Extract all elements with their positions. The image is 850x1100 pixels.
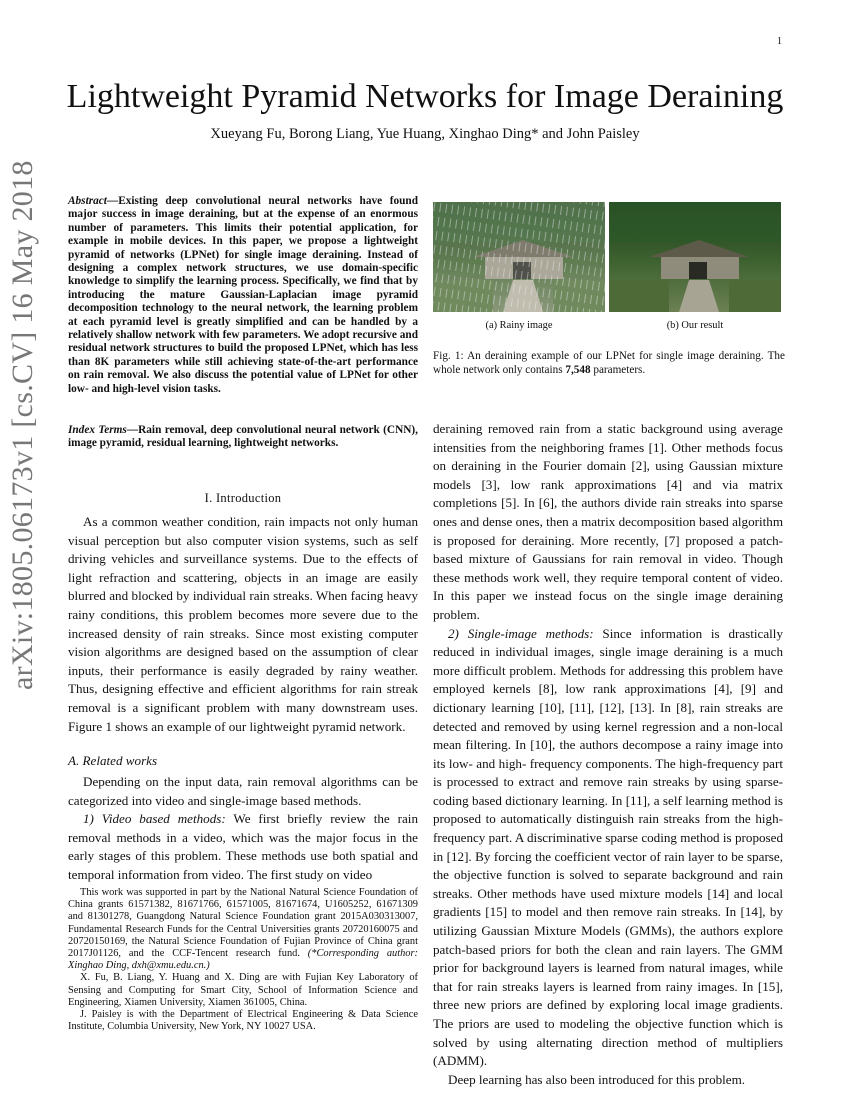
- subsection-heading-related-works: A. Related works: [68, 753, 158, 768]
- param-count: 7,548: [565, 364, 591, 377]
- footnote-corresponding: (*Corresponding author: Xinghao Ding, dxh@xmu.edu.cn.): [68, 948, 418, 972]
- video-methods-continued: deraining removed rain from a static background using average intensities from the neighboring frames [1]. Other methods focus on deraining in the Fourier domain [2], using Gaussian mixture models [3], low rank approximations [4] and via matrix completions [5]. In [6], the authors divide rain streaks into sparse ones and dense ones, then a matrix decomposition based algorithm is proposed for deraining. More recently, [7] proposed a patch-based mixture of Gaussians for rain removal in video. Though these methods work well, they require temporal content of video. In this paper we instead focus on the single image deraining problem.: [433, 421, 783, 622]
- page-number: 1: [777, 36, 782, 47]
- derained-image-illustration: [609, 202, 781, 312]
- figure-rainy-image: [433, 202, 605, 312]
- abstract: [68, 195, 418, 396]
- footnote-affiliation-columbia: J. Paisley is with the Department of Electrical Engineering & Data Science Institute, Columbia University, New York, NY 10027 USA.: [68, 1009, 418, 1033]
- video-methods-paragraph: [68, 810, 418, 884]
- abstract-text: —Existing deep convolutional neural networks have found major success in image deraining, but at the expense of an enormous number of parameters. This limits their potential application, for example in mobile devices. In this paper, we propose a lightweight pyramid of networks (LPNet) for single image deraining. Instead of designing a complex network structures, we use domain-specific knowledge to simplify the learning process. Specifically, we find that by introducing the mature Gaussian-Laplacian image pyramid decomposition technology to the neural network, the learning problem at each pyramid level is greatly simplified and can be handled by a relatively shallow network with few parameters. We adopt recursive and residual network structures to build the proposed LPNet, which has less than 8K parameters while still achieving state-of-the-art performance on rain removal. We also discuss the potential value of LPNet for other low- and high-level vision tasks.: [68, 195, 418, 395]
- related-works-section: [68, 773, 418, 885]
- intro-paragraph: As a common weather condition, rain impacts not only human visual perception but also computer vision systems, such as self driving vehicles and surveillance systems. Due to the effects of light refraction and scattering, objects in an image are easily blurred and blocked by individual rain streaks. When facing heavy rainy conditions, this problem becomes more severe due to the increased density of rain streaks. Since most existing computer vision algorithms are designed based on the assumption of clear inputs, their performance is easily degraded by rainy weather. Thus, designing effective and efficient algorithms for rain streak removal is a significant problem with many downstream uses. Figure 1 shows an example of our lightweight pyramid network.: [68, 514, 418, 734]
- subcaption-rainy-image: (a) Rainy image: [485, 320, 553, 331]
- index-terms-label: Index Terms: [68, 424, 127, 436]
- footnote-funding: This work was supported in part by the National Natural Science Foundation of China grants 61571382, 81671766, 61571005, 81671674, U1605252, 61671309 and 81301278, Guangdong Natural Science Foundation grant 2015A030313007, Fundamental Research Funds for the Central Universities grants 20720160075 and 20720150169, the Natural Science Foundation of Fujian Province of China grant 2017J01126, and the CCF-Tencent research fund. (*Corresponding author: Xinghao Ding, dxh@xmu.edu.cn.): [68, 887, 418, 972]
- single-image-methods-label: 2) Single-image methods:: [448, 625, 594, 641]
- footnote-affiliation-xmu: X. Fu, B. Liang, Y. Huang and X. Ding are with Fujian Key Laboratory of Sensing and Computing for Smart City, School of Information Science and Engineering, Xiamen University, Xiamen 361005, China.: [68, 972, 418, 1008]
- index-terms: [68, 424, 418, 451]
- rainy-image-illustration: [433, 202, 605, 312]
- single-image-methods-paragraph: 2) Single-image methods: Since information is drastically reduced in individual images, single image deraining is a much more difficult problem. Methods for addressing this problem have employed kernels [8], low rank approximations [4], [9] and dictionary learning [10], [11], [12], [13]. In [8], rain streaks are detected and removed by using kernel regression and a non-local mean filtering. In [10], the authors decompose a rainy image into its low- and high- frequency components. The high-frequency part is processed to extract and remove rain streaks by using sparse-coding based dictionary learning. In [11], a self learning method is proposed to automatically distinguish rain streaks from the high-frequency part. A discriminative sparse coding method is proposed in [12]. By forcing the coefficient vector of rain layer to be sparse, the objective function is solved to separate background and rain streaks. Other methods have used mixture models [14] and local gradients [15] to model and then remove rain streaks. In [14], by utilizing Gaussian Mixture Models (GMMs), the authors explore patch-based priors for both the clean and rain layers. The GMM prior for background layers is learned from natural images, while that for rain streaks layers is learned from rainy images. In [15], three new priors are defined by exploring local image gradients. The priors are used to modeling the objective function which is solved by using alternating direction method of multipliers (ADMM).: [433, 625, 783, 1069]
- author-list: Xueyang Fu, Borong Liang, Yue Huang, Xinghao Ding* and John Paisley: [210, 126, 640, 142]
- video-methods-label: 1) Video based methods:: [83, 811, 226, 827]
- paper-title: Lightweight Pyramid Networks for Image Deraining: [66, 78, 784, 115]
- footnotes: [68, 887, 418, 1033]
- deep-learning-paragraph: Deep learning has also been introduced for this problem.: [448, 1071, 746, 1087]
- arxiv-stamp-text: arXiv:1805.06173v1 [cs.CV] 16 May 2018: [6, 160, 39, 690]
- figure-caption: Fig. 1: An deraining example of our LPNet for single image deraining. The whole network only contains 7,548 parameters.: [433, 350, 785, 377]
- subcaption-our-result: (b) Our result: [666, 320, 724, 331]
- video-methods-text: We first briefly review the rain removal methods in a video, which was the major focus in the early stages of this problem. These methods use both spatial and temporal information from video. The first study on video: [68, 811, 418, 882]
- figure-derained-result: [609, 202, 781, 312]
- abstract-label: Abstract: [68, 195, 107, 207]
- section-heading-introduction: I. Introduction: [204, 491, 282, 505]
- related-paragraph: Depending on the input data, rain removal algorithms can be categorized into video and single-image based methods.: [68, 774, 418, 808]
- intro-section: [68, 513, 418, 736]
- right-column-body: [433, 420, 783, 1089]
- index-terms-text: —Rain removal, deep convolutional neural network (CNN), image pyramid, residual learning, lightweight networks.: [68, 424, 418, 450]
